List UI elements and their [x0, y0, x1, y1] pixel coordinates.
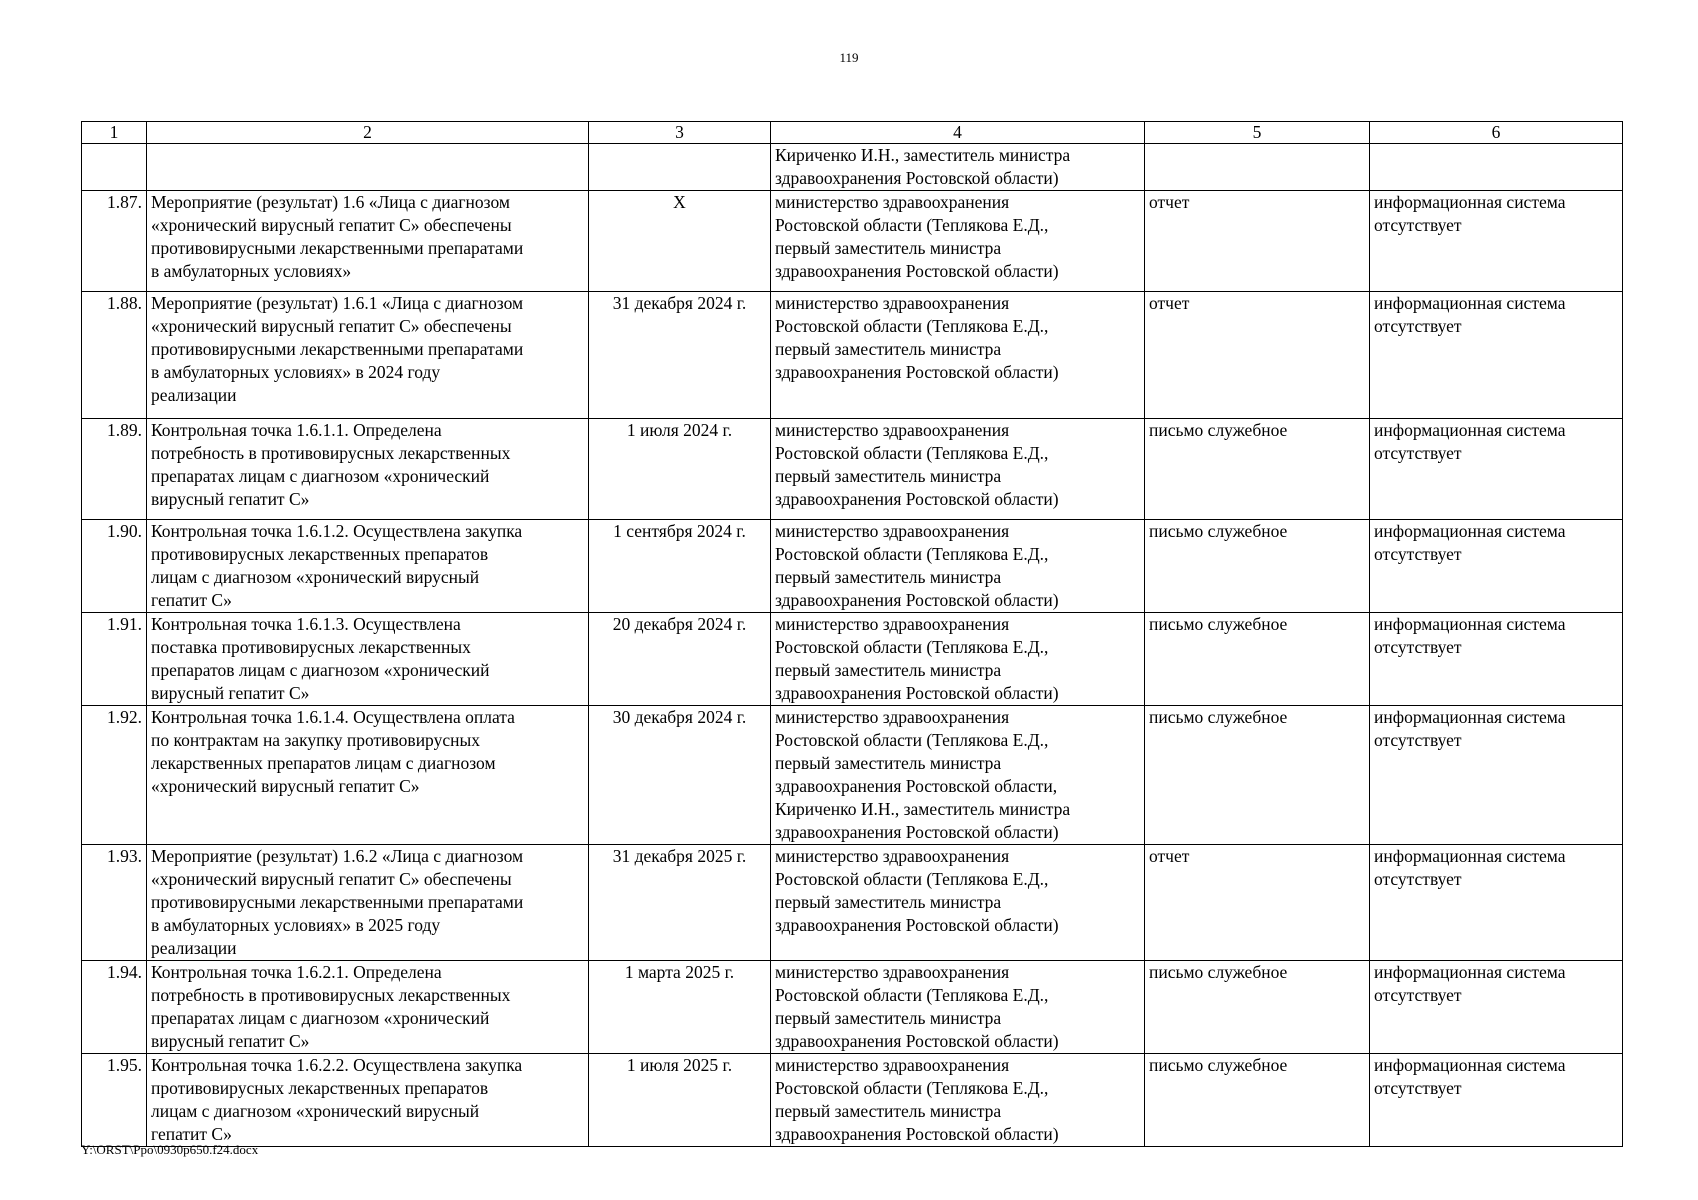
document-type-cell [1145, 144, 1370, 191]
column-number-cell: 6 [1370, 122, 1623, 144]
table-row [82, 144, 1623, 191]
deadline-cell: 1 июля 2025 г. [589, 1054, 771, 1147]
document-type-cell: письмо служебное [1145, 520, 1370, 613]
table-row [82, 613, 1623, 706]
document-type-cell: письмо служебное [1145, 419, 1370, 520]
deadline-cell: 1 марта 2025 г. [589, 961, 771, 1054]
row-number-cell: 1.93. [82, 845, 147, 961]
info-system-cell: информационная система отсутствует [1370, 961, 1623, 1054]
row-number-cell: 1.90. [82, 520, 147, 613]
info-system-cell: информационная система отсутствует [1370, 706, 1623, 845]
deadline-cell: 20 декабря 2024 г. [589, 613, 771, 706]
page-number: 119 [839, 50, 859, 65]
activity-name-cell: Контрольная точка 1.6.1.3. Осуществлена поставка противовирусных лекарственных препаратов лицам с диагнозом «хронический вирусный гепатит С» [147, 613, 589, 706]
responsible-cell: министерство здравоохранения Ростовской области (Теплякова Е.Д., первый заместитель министра здравоохранения Ростовской области, Кириченко И.Н., заместитель министра здравоохранения Ростовской области) [771, 706, 1145, 845]
info-system-cell: информационная система отсутствует [1370, 191, 1623, 292]
table-row [82, 845, 1623, 961]
table-row [82, 520, 1623, 613]
row-number-cell: 1.91. [82, 613, 147, 706]
responsible-cell: министерство здравоохранения Ростовской области (Теплякова Е.Д., первый заместитель министра здравоохранения Ростовской области) [771, 961, 1145, 1054]
row-number-cell: 1.87. [82, 191, 147, 292]
table-row [82, 191, 1623, 292]
activity-name-cell: Мероприятие (результат) 1.6.1 «Лица с диагнозом «хронический вирусный гепатит С» обеспечены противовирусными лекарственными препаратами в амбулаторных условиях» в 2024 году реализации [147, 292, 589, 419]
plan-table [81, 121, 1623, 1147]
deadline-cell: 31 декабря 2025 г. [589, 845, 771, 961]
row-number-cell: 1.95. [82, 1054, 147, 1147]
document-type-cell: письмо служебное [1145, 706, 1370, 845]
responsible-cell: министерство здравоохранения Ростовской области (Теплякова Е.Д., первый заместитель министра здравоохранения Ростовской области) [771, 520, 1145, 613]
column-number-cell: 1 [82, 122, 147, 144]
info-system-cell: информационная система отсутствует [1370, 845, 1623, 961]
responsible-cell: министерство здравоохранения Ростовской области (Теплякова Е.Д., первый заместитель министра здравоохранения Ростовской области) [771, 191, 1145, 292]
document-type-cell: письмо служебное [1145, 613, 1370, 706]
responsible-cell: министерство здравоохранения Ростовской области (Теплякова Е.Д., первый заместитель министра здравоохранения Ростовской области) [771, 292, 1145, 419]
column-number-cell: 4 [771, 122, 1145, 144]
activity-name-cell: Мероприятие (результат) 1.6.2 «Лица с диагнозом «хронический вирусный гепатит С» обеспечены противовирусными лекарственными препаратами в амбулаторных условиях» в 2025 году реализации [147, 845, 589, 961]
responsible-cell: министерство здравоохранения Ростовской области (Теплякова Е.Д., первый заместитель министра здравоохранения Ростовской области) [771, 419, 1145, 520]
activity-name-cell: Мероприятие (результат) 1.6 «Лица с диагнозом «хронический вирусный гепатит С» обеспечены противовирусными лекарственными препаратами в амбулаторных условиях» [147, 191, 589, 292]
info-system-cell [1370, 144, 1623, 191]
column-number-cell: 2 [147, 122, 589, 144]
deadline-cell: 1 июля 2024 г. [589, 419, 771, 520]
deadline-cell: 30 декабря 2024 г. [589, 706, 771, 845]
table-row [82, 706, 1623, 845]
info-system-cell: информационная система отсутствует [1370, 292, 1623, 419]
file-path-footer: Y:\ORST\Ppo\0930p650.f24.docx [81, 1142, 259, 1157]
responsible-cell: министерство здравоохранения Ростовской области (Теплякова Е.Д., первый заместитель министра здравоохранения Ростовской области) [771, 845, 1145, 961]
responsible-cell: министерство здравоохранения Ростовской области (Теплякова Е.Д., первый заместитель министра здравоохранения Ростовской области) [771, 613, 1145, 706]
activity-name-cell: Контрольная точка 1.6.1.4. Осуществлена оплата по контрактам на закупку противовирусных лекарственных препаратов лицам с диагнозом «хронический вирусный гепатит С» [147, 706, 589, 845]
row-number-cell: 1.92. [82, 706, 147, 845]
document-type-cell: отчет [1145, 845, 1370, 961]
document-type-cell: письмо служебное [1145, 961, 1370, 1054]
column-number-cell: 5 [1145, 122, 1370, 144]
document-type-cell: отчет [1145, 191, 1370, 292]
document-type-cell: письмо служебное [1145, 1054, 1370, 1147]
info-system-cell: информационная система отсутствует [1370, 613, 1623, 706]
deadline-cell: 1 сентября 2024 г. [589, 520, 771, 613]
deadline-cell: X [589, 191, 771, 292]
document-type-cell: отчет [1145, 292, 1370, 419]
table-row [82, 419, 1623, 520]
responsible-cell: Кириченко И.Н., заместитель министра здравоохранения Ростовской области) [771, 144, 1145, 191]
info-system-cell: информационная система отсутствует [1370, 520, 1623, 613]
row-number-cell: 1.89. [82, 419, 147, 520]
row-number-cell [82, 144, 147, 191]
info-system-cell: информационная система отсутствует [1370, 1054, 1623, 1147]
activity-name-cell: Контрольная точка 1.6.1.1. Определена потребность в противовирусных лекарственных препаратах лицам с диагнозом «хронический вирусный гепатит С» [147, 419, 589, 520]
table-row [82, 961, 1623, 1054]
row-number-cell: 1.94. [82, 961, 147, 1054]
activity-name-cell [147, 144, 589, 191]
activity-name-cell: Контрольная точка 1.6.1.2. Осуществлена закупка противовирусных лекарственных препаратов лицам с диагнозом «хронический вирусный гепатит С» [147, 520, 589, 613]
column-number-cell: 3 [589, 122, 771, 144]
table-row [82, 292, 1623, 419]
table-row [82, 1054, 1623, 1147]
responsible-cell: министерство здравоохранения Ростовской области (Теплякова Е.Д., первый заместитель министра здравоохранения Ростовской области) [771, 1054, 1145, 1147]
info-system-cell: информационная система отсутствует [1370, 419, 1623, 520]
deadline-cell: 31 декабря 2024 г. [589, 292, 771, 419]
row-number-cell: 1.88. [82, 292, 147, 419]
activity-name-cell: Контрольная точка 1.6.2.2. Осуществлена закупка противовирусных лекарственных препаратов лицам с диагнозом «хронический вирусный гепатит С» [147, 1054, 589, 1147]
deadline-cell [589, 144, 771, 191]
activity-name-cell: Контрольная точка 1.6.2.1. Определена потребность в противовирусных лекарственных препаратах лицам с диагнозом «хронический вирусный гепатит С» [147, 961, 589, 1054]
column-number-row [82, 122, 1623, 144]
